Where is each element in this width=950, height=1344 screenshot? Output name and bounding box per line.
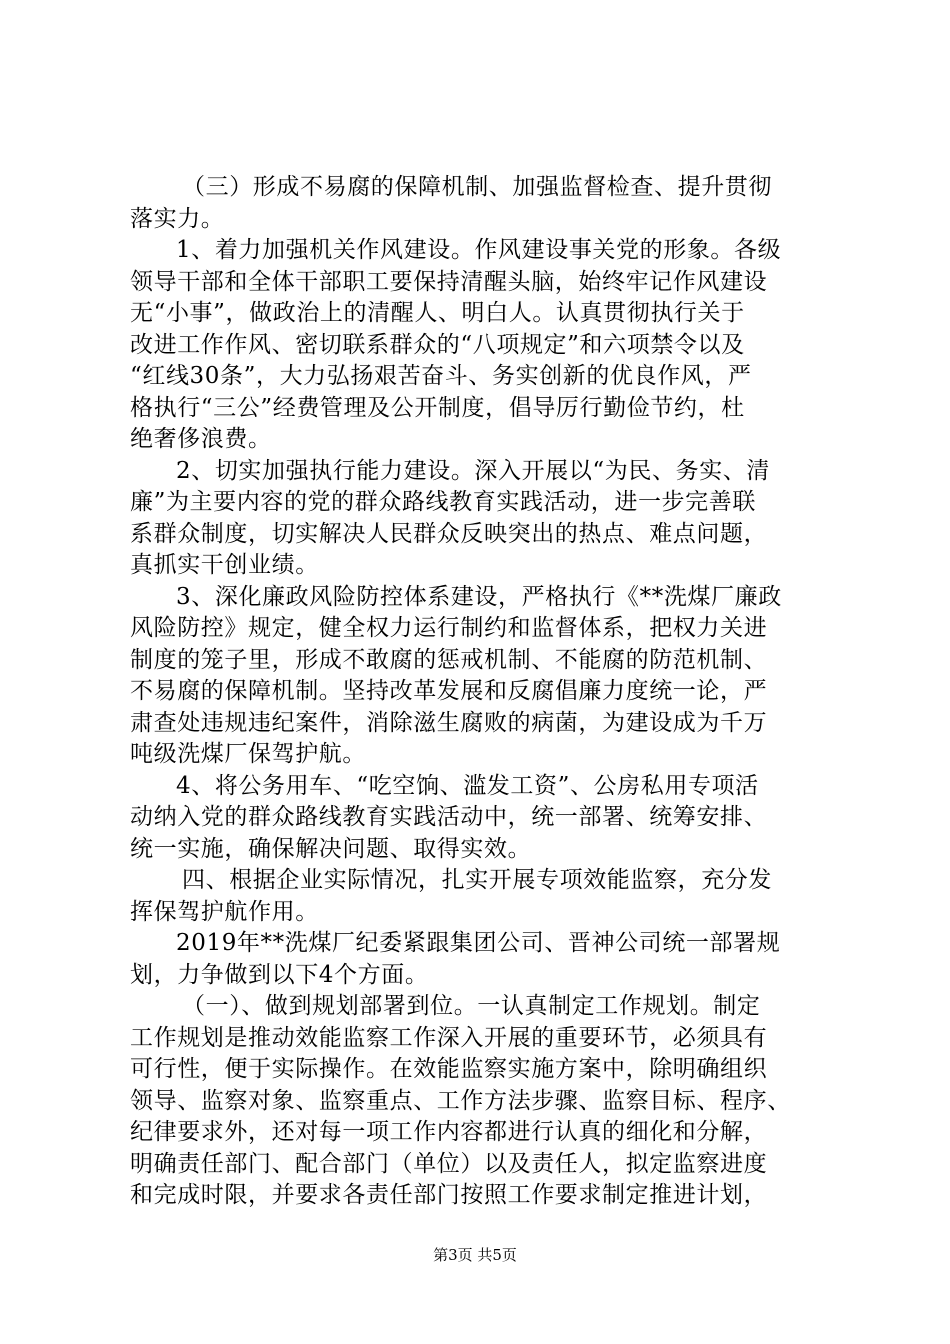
- text-line: 风险防控》规定，健全权力运行制约和监督体系，把权力关进: [130, 615, 768, 641]
- page-number-footer: 第3页 共5页: [433, 1246, 517, 1264]
- text-line: 明确责任部门、配合部门（单位）以及责任人，拟定监察进度: [130, 1150, 768, 1177]
- text-line: 吨级洗煤厂保驾护航。: [130, 741, 366, 767]
- text-line: 制度的笼子里，形成不敢腐的惩戒机制、不能腐的防范机制、: [130, 646, 768, 673]
- document-body: [130, 172, 830, 1212]
- text-line: 划，力争做到以下4个方面。: [130, 961, 429, 988]
- text-line: 4、将公务用车、“吃空饷、滥发工资”、公房私用专项活: [176, 772, 759, 799]
- text-line: 肃查处违规违纪案件，消除滋生腐败的病菌，为建设成为千万: [130, 709, 768, 736]
- text-line: 统一实施，确保解决问题、取得实效。: [130, 835, 532, 862]
- text-line: 无“小事”，做政治上的清醒人、明白人。认真贯彻执行关于: [130, 300, 745, 326]
- text-line: 落实力。: [130, 205, 225, 232]
- text-line: 格执行“三公”经费管理及公开制度，倡导厉行勤俭节约，杜: [130, 394, 745, 421]
- section-heading-line: 四、根据企业实际情况，扎实开展专项效能监察，充分发: [182, 867, 772, 893]
- text-line: 3、深化廉政风险防控体系建设，严格执行《**洗煤厂廉政: [176, 583, 782, 610]
- text-line: 绝奢侈浪费。: [130, 426, 272, 452]
- text-line: 纪律要求外，还对每一项工作内容都进行认真的细化和分解，: [130, 1119, 768, 1145]
- text-line: 廉”为主要内容的党的群众路线教育实践活动，进一步完善联: [130, 489, 756, 515]
- text-line: 可行性，便于实际操作。在效能监察实施方案中，除明确组织: [130, 1056, 768, 1082]
- text-line: 工作规划是推动效能监察工作深入开展的重要环节，必须具有: [130, 1024, 768, 1051]
- text-line: “红线30条”，大力弘扬艰苦奋斗、务实创新的优良作风，严: [130, 363, 752, 389]
- text-line: 系群众制度，切实解决人民群众反映突出的热点、难点问题，: [130, 520, 768, 547]
- text-line: 2019年**洗煤厂纪委紧跟集团公司、晋神公司统一部署规: [176, 930, 781, 956]
- text-line: （三）形成不易腐的保障机制、加强监督检查、提升贯彻: [182, 174, 772, 200]
- text-line: 1、着力加强机关作风建设。作风建设事关党的形象。各级: [176, 237, 782, 263]
- text-line: 不易腐的保障机制。坚持改革发展和反腐倡廉力度统一论，严: [130, 678, 768, 704]
- text-line: 真抓实干创业绩。: [130, 552, 319, 578]
- text-line: 2、切实加强执行能力建设。深入开展以“为民、务实、清: [176, 457, 770, 484]
- text-line: 领导干部和全体干部职工要保持清醒头脑，始终牢记作风建设: [130, 268, 768, 295]
- text-line: 领导、监察对象、监察重点、工作方法步骤、监察目标、程序、: [130, 1087, 791, 1114]
- text-line: 动纳入党的群众路线教育实践活动中，统一部署、统筹安排、: [130, 804, 768, 830]
- text-line: （一）、做到规划部署到位。一认真制定工作规划。制定: [182, 993, 761, 1019]
- text-line: 挥保驾护航作用。: [130, 898, 319, 925]
- text-line: 和完成时限，并要求各责任部门按照工作要求制定推进计划，: [130, 1182, 768, 1208]
- text-line: 改进工作作风、密切联系群众的“八项规定”和六项禁令以及: [130, 331, 745, 358]
